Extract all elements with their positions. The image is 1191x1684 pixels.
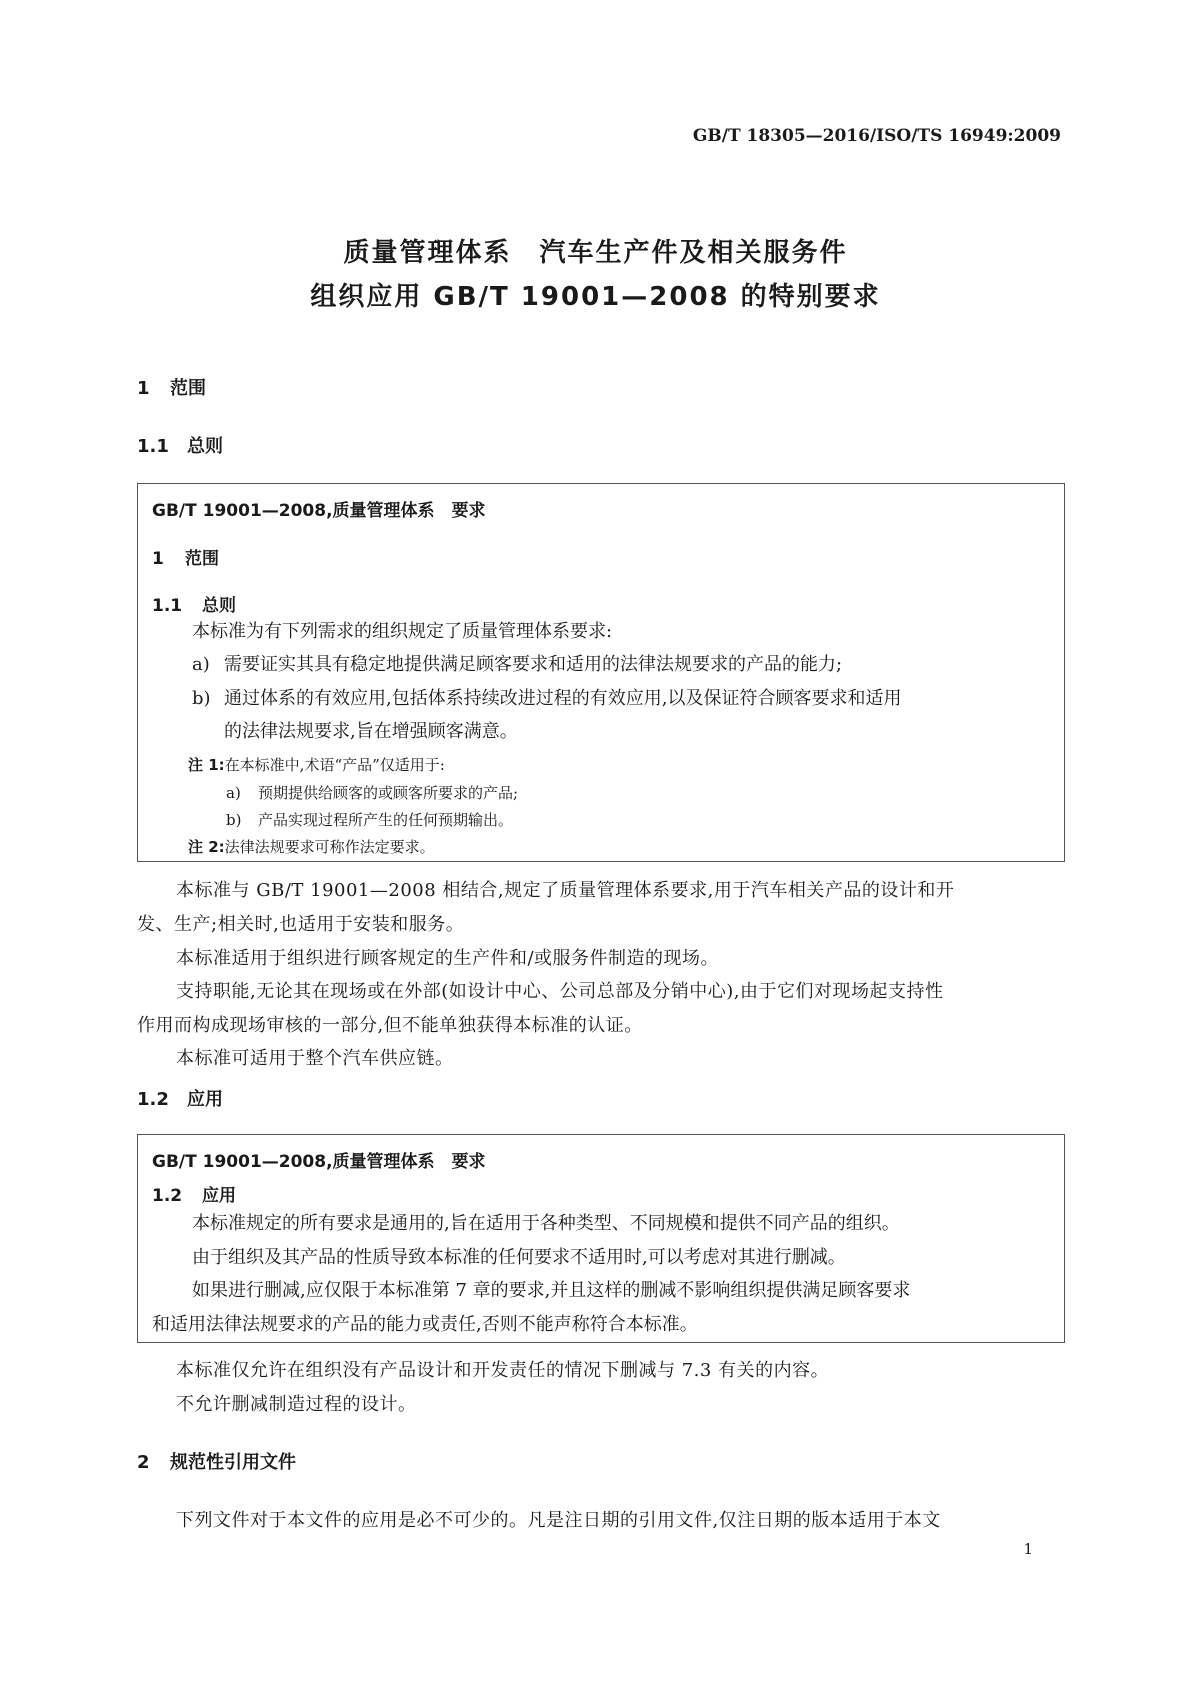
box-subsection-number: 1.2 <box>152 1186 183 1206</box>
page-number: 1 <box>1023 1540 1033 1558</box>
box-section-heading <box>152 544 219 569</box>
section-2-paragraph-1: 下列文件对于本文件的应用是必不可少的。凡是注日期的引用文件,仅注日期的版本适用于本文 <box>176 1510 941 1531</box>
box-paragraph-3-line-2: 和适用法律法规要求的产品的能力或责任,否则不能声称符合本标准。 <box>152 1314 698 1335</box>
paragraph-6: 不允许删减制造过程的设计。 <box>176 1394 417 1415</box>
item-text: 产品实现过程所产生的任何预期输出。 <box>258 811 514 829</box>
item-text: 预期提供给顾客的或顾客所要求的产品; <box>258 784 519 802</box>
item-label: b) <box>226 811 242 829</box>
subsection-number: 1.2 <box>137 1089 169 1110</box>
box-subsection-heading <box>152 1181 236 1206</box>
box-header: GB/T 19001—2008,质量管理体系 要求 <box>152 501 486 521</box>
paragraph-2: 本标准适用于组织进行顾客规定的生产件和/或服务件制造的现场。 <box>176 948 720 969</box>
box-subsection-title: 总则 <box>202 596 236 616</box>
box-note-1-item-b <box>226 809 513 830</box>
subsection-1-1-heading <box>137 432 223 458</box>
document-title-line-2: 组织应用 GB/T 19001—2008 的特别要求 <box>310 282 881 312</box>
box-note-1-item-a <box>226 782 518 803</box>
standard-id: GB/T 18305—2016/ISO/TS 16949:2009 <box>692 126 1061 146</box>
subsection-1-2-heading <box>137 1085 223 1111</box>
item-label: a) <box>226 784 241 802</box>
subsection-title: 应用 <box>187 1089 223 1110</box>
item-text: 需要证实其具有稳定地提供满足顾客要求和适用的法律法规要求的产品的能力; <box>224 654 843 675</box>
box-item-a <box>192 650 842 676</box>
section-title: 范围 <box>170 378 206 399</box>
box-paragraph-1: 本标准规定的所有要求是通用的,旨在适用于各种类型、不同规模和提供不同产品的组织。 <box>192 1213 900 1234</box>
box-item-b-continued: 的法律法规要求,旨在增强顾客满意。 <box>224 721 518 742</box>
section-2-heading <box>137 1448 296 1474</box>
quoted-standard-box-1 <box>137 483 1065 862</box>
note-label: 注 2: <box>188 838 225 856</box>
box-subsection-title: 应用 <box>202 1186 236 1206</box>
box-paragraph-3-line-1: 如果进行删减,应仅限于本标准第 7 章的要求,并且这样的删减不影响组织提供满足顾客要求 <box>192 1280 911 1301</box>
paragraph-4: 本标准可适用于整个汽车供应链。 <box>176 1048 454 1069</box>
note-text: 法律法规要求可称作法定要求。 <box>224 838 435 856</box>
subsection-title: 总则 <box>187 436 223 457</box>
document-title-line-1: 质量管理体系 汽车生产件及相关服务件 <box>343 238 848 268</box>
box-subsection-heading <box>152 591 236 616</box>
note-label: 注 1: <box>188 756 225 774</box>
section-1-heading <box>137 374 206 400</box>
box-subsection-number: 1.1 <box>152 596 183 616</box>
paragraph-1-line-2: 发、生产;相关时,也适用于安装和服务。 <box>137 914 465 935</box>
subsection-number: 1.1 <box>137 436 169 457</box>
paragraph-5: 本标准仅允许在组织没有产品设计和开发责任的情况下删减与 7.3 有关的内容。 <box>176 1360 830 1381</box>
box-item-b <box>192 684 901 710</box>
item-label: a) <box>192 654 210 675</box>
item-text: 通过体系的有效应用,包括体系持续改进过程的有效应用,以及保证符合顾客要求和适用 <box>224 688 902 709</box>
box-note-2 <box>188 836 435 857</box>
quoted-standard-box-2 <box>137 1134 1065 1343</box>
item-label: b) <box>192 688 211 709</box>
box-section-number: 1 <box>152 549 164 569</box>
section-number: 2 <box>137 1452 150 1473</box>
box-note-1 <box>188 754 445 775</box>
paragraph-1-line-1: 本标准与 GB/T 19001—2008 相结合,规定了质量管理体系要求,用于汽车相关产品的设计和开 <box>176 880 955 901</box>
paragraph-3-line-2: 作用而构成现场审核的一部分,但不能单独获得本标准的认证。 <box>137 1015 643 1036</box>
section-number: 1 <box>137 378 150 399</box>
box-section-title: 范围 <box>185 549 219 569</box>
paragraph-3-line-1: 支持职能,无论其在现场或在外部(如设计中心、公司总部及分销中心),由于它们对现场起支持性 <box>176 981 944 1002</box>
note-text: 在本标准中,术语“产品”仅适用于: <box>224 756 445 774</box>
box-intro: 本标准为有下列需求的组织规定了质量管理体系要求: <box>192 621 613 642</box>
section-title: 规范性引用文件 <box>170 1452 296 1473</box>
box-paragraph-2: 由于组织及其产品的性质导致本标准的任何要求不适用时,可以考虑对其进行删减。 <box>192 1247 846 1268</box>
box-header: GB/T 19001—2008,质量管理体系 要求 <box>152 1152 486 1172</box>
